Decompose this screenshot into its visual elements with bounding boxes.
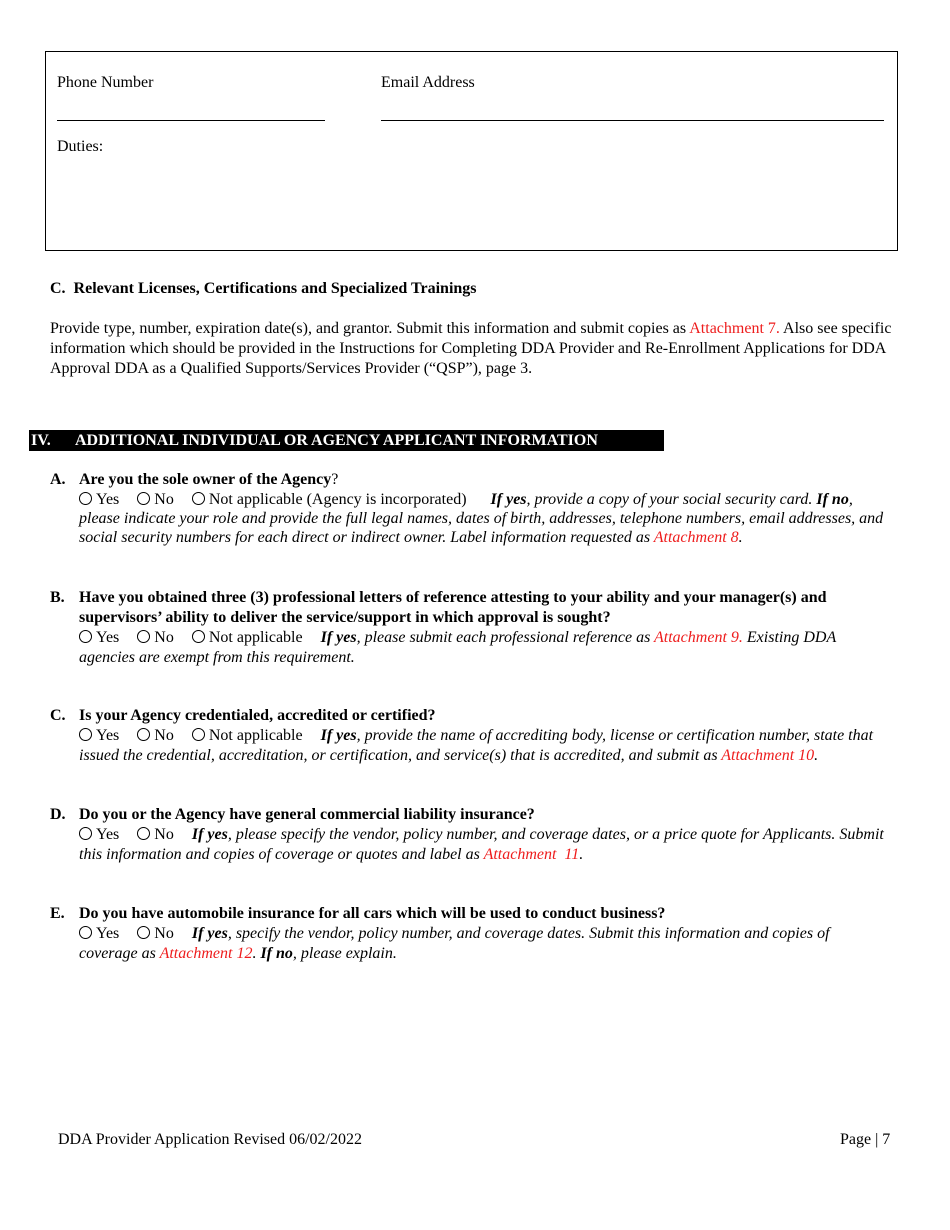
question-d-letter: D.	[50, 806, 66, 823]
note-text: Existing DDA agencies are exempt from this requirement.	[79, 629, 836, 666]
radio-button-icon	[79, 926, 92, 939]
question-d-note	[79, 826, 884, 863]
question-c-option-no[interactable]	[137, 726, 174, 746]
if-yes-label: If yes	[191, 826, 228, 843]
if-yes-label: If yes	[320, 629, 357, 646]
if-no-label: If no	[816, 491, 849, 508]
option-label: No	[154, 925, 174, 942]
option-label: Yes	[96, 727, 120, 744]
radio-button-icon	[79, 630, 92, 643]
question-d-option-yes[interactable]	[79, 825, 119, 845]
question-a-mark: ?	[331, 471, 339, 488]
question-e-note	[79, 925, 830, 962]
email-address-field[interactable]	[381, 120, 884, 121]
radio-button-icon	[137, 728, 150, 741]
section-c-text-continued: Also see specific information which should be provided in the Instructions for Completing DDA Provider and Re-Enrollment Applications for DDA Approval DDA as a Qualified Supports/Services Provider (“QSP”), page 3.	[50, 320, 892, 377]
phone-number-label: Phone Number	[57, 74, 154, 91]
question-d	[50, 805, 890, 865]
question-b-text: Have you obtained three (3) professional letters of reference attesting to your ability and your manager(s) and supervisors’ ability to deliver the service/support in which approval is sought?	[79, 589, 827, 626]
question-e-option-yes[interactable]	[79, 924, 119, 944]
question-a-option-yes[interactable]	[79, 490, 119, 509]
note-text: , please submit each professional reference as	[356, 629, 655, 646]
email-address-label: Email Address	[381, 74, 475, 91]
option-label: Not applicable	[208, 727, 303, 744]
footer-page-number: Page | 7	[840, 1131, 891, 1148]
option-label: Not applicable (Agency is incorporated)	[208, 491, 467, 508]
question-a	[50, 470, 890, 547]
question-b	[50, 588, 890, 668]
attachment-8-link: Attachment 8	[653, 529, 739, 546]
duties-label: Duties:	[57, 138, 104, 155]
if-yes-label: If yes	[490, 491, 527, 508]
radio-button-icon	[137, 827, 150, 840]
option-label: Yes	[96, 491, 120, 508]
radio-button-icon	[79, 728, 92, 741]
duties-field[interactable]	[57, 162, 883, 242]
question-c-letter: C.	[50, 707, 66, 724]
note-text: , please indicate your role and provide the full legal names, dates of birth, addresses, telephone numbers, email addresses, and social security numbers for each direct or indirect owner. Label information requested as	[79, 491, 884, 546]
note-text: , please specify the vendor, policy number, and coverage dates, or a price quote for Applicants. Submit this information and copies of coverage or quotes and label as	[79, 826, 884, 863]
question-e	[50, 904, 890, 964]
option-label: Yes	[96, 826, 120, 843]
attachment-11-link: Attachment 11	[483, 846, 580, 863]
question-d-option-no[interactable]	[137, 825, 174, 845]
question-c-text: Is your Agency credentialed, accredited or certified?	[79, 707, 436, 724]
footer-revision: DDA Provider Application Revised 06/02/2022	[58, 1131, 362, 1148]
question-b-option-no[interactable]	[137, 628, 174, 648]
option-label: No	[154, 491, 174, 508]
radio-button-icon	[137, 492, 150, 505]
radio-button-icon	[79, 492, 92, 505]
option-label: Yes	[96, 925, 120, 942]
radio-button-icon	[79, 827, 92, 840]
note-text: , provide a copy of your social security card.	[526, 491, 813, 508]
question-b-option-na[interactable]	[192, 628, 303, 648]
question-a-option-no[interactable]	[137, 490, 174, 509]
note-text: , specify the vendor, policy number, and coverage dates. Submit this information and copies of coverage as	[79, 925, 830, 962]
note-text: .	[738, 529, 743, 546]
attachment-9-link: Attachment 9.	[654, 629, 743, 646]
radio-button-icon	[192, 492, 205, 505]
if-yes-label: If yes	[191, 925, 228, 942]
phone-number-field[interactable]	[57, 120, 325, 121]
question-a-letter: A.	[50, 471, 66, 488]
note-text: , provide the name of accrediting body, license or certification number, state that issued the credential, accreditation, or certification, and service(s) that is accredited, and submit as	[79, 727, 874, 764]
attachment-7-link: Attachment 7.	[689, 320, 780, 337]
radio-button-icon	[137, 926, 150, 939]
section-iv-banner	[29, 430, 664, 451]
section-iv-numeral: IV.	[31, 432, 51, 449]
question-c-option-yes[interactable]	[79, 726, 119, 746]
section-c-paragraph	[50, 319, 910, 379]
note-text: .	[579, 846, 584, 863]
question-b-option-yes[interactable]	[79, 628, 119, 648]
option-label: Yes	[96, 629, 120, 646]
radio-button-icon	[192, 630, 205, 643]
option-label: Not applicable	[208, 629, 303, 646]
question-a-text: Are you the sole owner of the Agency	[79, 471, 332, 488]
contact-box	[45, 51, 898, 251]
question-a-option-na[interactable]	[192, 490, 467, 509]
attachment-10-link: Attachment 10	[721, 747, 815, 764]
option-label: No	[154, 727, 174, 744]
question-b-letter: B.	[50, 589, 65, 606]
question-d-text: Do you or the Agency have general commercial liability insurance?	[79, 806, 535, 823]
option-label: No	[154, 826, 174, 843]
radio-button-icon	[192, 728, 205, 741]
if-no-label: If no	[260, 945, 293, 962]
note-text: , please explain.	[292, 945, 397, 962]
note-text: .	[252, 945, 261, 962]
question-e-letter: E.	[50, 905, 65, 922]
question-e-text: Do you have automobile insurance for all cars which will be used to conduct business?	[79, 905, 666, 922]
section-iv-title: ADDITIONAL INDIVIDUAL OR AGENCY APPLICANT INFORMATION	[75, 432, 598, 449]
question-e-option-no[interactable]	[137, 924, 174, 944]
section-c-heading: C. Relevant Licenses, Certifications and Specialized Trainings	[50, 280, 477, 297]
option-label: No	[154, 629, 174, 646]
section-c-text: Provide type, number, expiration date(s), and grantor. Submit this information and submit copies as	[50, 320, 690, 337]
question-c-option-na[interactable]	[192, 726, 303, 746]
attachment-12-link: Attachment 12	[159, 945, 253, 962]
note-text: .	[814, 747, 819, 764]
question-c	[50, 706, 890, 766]
if-yes-label: If yes	[320, 727, 357, 744]
radio-button-icon	[137, 630, 150, 643]
